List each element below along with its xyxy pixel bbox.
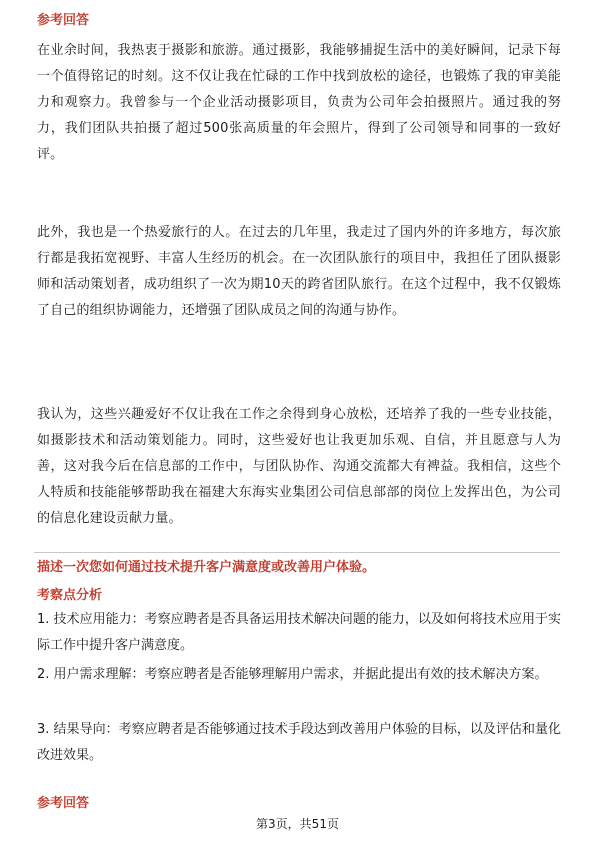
analysis-item-3: 3. 结果导向：考察应聘者是否能够通过技术手段达到改善用户体验的目标，以及评估和量化改进效果。	[37, 722, 561, 763]
page-number: 第3页，共51页	[256, 817, 339, 831]
question-title: 描述一次您如何通过技术提升客户满意度或改善用户体验。	[37, 560, 376, 575]
answer-paragraph-1: 在业余时间，我热衷于摄影和旅游。通过摄影，我能够捕捉生活中的美好瞬间，记录下每一个值得铭记的时刻。这不仅让我在忙碌的工作中找到放松的途径，也锻炼了我的审美能力和观察力。我曾参与一个企业活动摄影项目，负责为公司年会拍摄照片。通过我的努力，我们团队共拍摄了超过500张高质量的年会照片，得到了公司领导和同事的一致好评。	[37, 43, 561, 162]
analysis-item-1: 1. 技术应用能力：考察应聘者是否具备运用技术解决问题的能力，以及如何将技术应用于实际工作中提升客户满意度。	[37, 612, 561, 653]
analysis-item-2: 2. 用户需求理解：考察应聘者是否能够理解用户需求，并据此提出有效的技术解决方案。	[37, 667, 548, 682]
answer-paragraph-2: 此外，我也是一个热爱旅行的人。在过去的几年里，我走过了国内外的许多地方，每次旅行都是我拓宽视野、丰富人生经历的机会。在一次团队旅行的项目中，我担任了团队摄影师和活动策划者，成功组织了一次为期10天的跨省团队旅行。在这个过程中，我不仅锻炼了自己的组织协调能力，还增强了团队成员之间的沟通与协作。	[37, 225, 561, 318]
reference-answer-heading-2: 参考回答	[37, 796, 90, 811]
analysis-heading: 考察点分析	[37, 588, 103, 603]
reference-answer-heading: 参考回答	[37, 13, 90, 28]
section-divider	[34, 552, 560, 553]
answer-paragraph-3: 我认为，这些兴趣爱好不仅让我在工作之余得到身心放松，还培养了我的一些专业技能，如摄影技术和活动策划能力。同时，这些爱好也让我更加乐观、自信，并且愿意与人为善，这对我今后在信息部的工作中，与团队协作、沟通交流都大有裨益。我相信，这些个人特质和技能能够帮助我在福建大东海实业集团公司信息部部的岗位上发挥出色，为公司的信息化建设贡献力量。	[37, 407, 561, 526]
